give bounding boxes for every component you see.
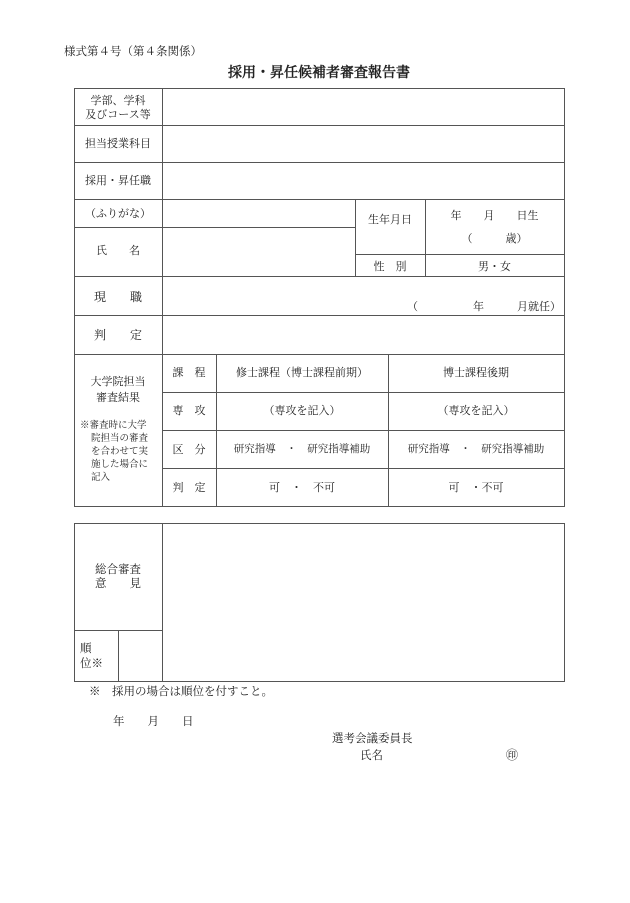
page-title: 採用・昇任候補者審査報告書: [228, 65, 410, 81]
signer-label: 氏名: [360, 748, 383, 762]
subject-label: 担当授業科目: [85, 137, 151, 150]
sex-label: 性 別: [373, 260, 407, 273]
graduate-note-line3: を合わせて実: [91, 446, 149, 457]
sex-value[interactable]: 男・女: [478, 260, 511, 273]
position-field[interactable]: [163, 163, 564, 199]
graduate-note-line1: ※審査時に大学: [80, 420, 147, 431]
course-doctor: 博士課程後期: [443, 366, 509, 379]
birthdate-value[interactable]: 年 月 日生: [450, 209, 539, 222]
graduate-note-line5: 記入: [91, 472, 111, 483]
current-job-label: 現 職: [93, 290, 142, 304]
furigana-field[interactable]: [163, 200, 355, 227]
rank-label-line1: 順: [80, 641, 92, 655]
date-line[interactable]: 年 月 日: [113, 714, 194, 728]
position-label: 採用・昇任職: [85, 174, 151, 187]
course-label: 課 程: [172, 366, 206, 379]
overall-label-line1: 総合審査: [95, 562, 141, 576]
overall-opinion-field[interactable]: [163, 524, 564, 681]
major-label: 専 攻: [172, 404, 206, 417]
overall-label-line2: 意 見: [95, 576, 141, 590]
employment-date: （ 年 月就任）: [407, 300, 561, 313]
faculty-label-line1: 学部、学科: [90, 94, 146, 107]
category-label: 区 分: [172, 443, 206, 456]
rank-label-line2: 位※: [80, 656, 103, 670]
major-doctor[interactable]: （専攻を記入）: [437, 404, 515, 417]
furigana-label: （ふりがな）: [85, 207, 151, 220]
name-field[interactable]: [163, 228, 355, 276]
graduate-title-line1: 大学院担当: [90, 375, 146, 388]
judgment-doctor[interactable]: 可 ・不可: [448, 481, 504, 494]
birthdate-label: 生年月日: [368, 213, 412, 226]
judgment-label: 判 定: [93, 328, 142, 342]
faculty-label-line2: 及びコース等: [85, 108, 151, 121]
name-label: 氏 名: [96, 244, 140, 257]
graduate-title-line2: 審査結果: [96, 391, 140, 404]
seal-mark[interactable]: ㊞: [506, 748, 519, 762]
judgment-master[interactable]: 可 ・ 不可: [269, 481, 335, 494]
judgment-grad-label: 判 定: [172, 481, 206, 494]
subject-field[interactable]: [163, 126, 564, 162]
graduate-note-line4: 施した場合に: [91, 459, 149, 470]
category-doctor[interactable]: 研究指導 ・ 研究指導補助: [407, 443, 545, 455]
major-master[interactable]: （専攻を記入）: [263, 404, 341, 417]
graduate-note-line2: 院担当の審査: [91, 433, 149, 444]
category-master[interactable]: 研究指導 ・ 研究指導補助: [233, 443, 371, 455]
faculty-field[interactable]: [163, 89, 564, 125]
rank-field[interactable]: [119, 631, 162, 681]
footnote: ※ 採用の場合は順位を付すこと。: [89, 684, 273, 698]
judgment-field[interactable]: [163, 316, 564, 354]
age-value[interactable]: （ 歳）: [461, 232, 528, 245]
course-master: 修士課程（博士課程前期）: [236, 366, 368, 379]
committee-title: 選考会議委員長: [332, 731, 413, 745]
form-number: 様式第４号（第４条関係）: [64, 44, 202, 58]
